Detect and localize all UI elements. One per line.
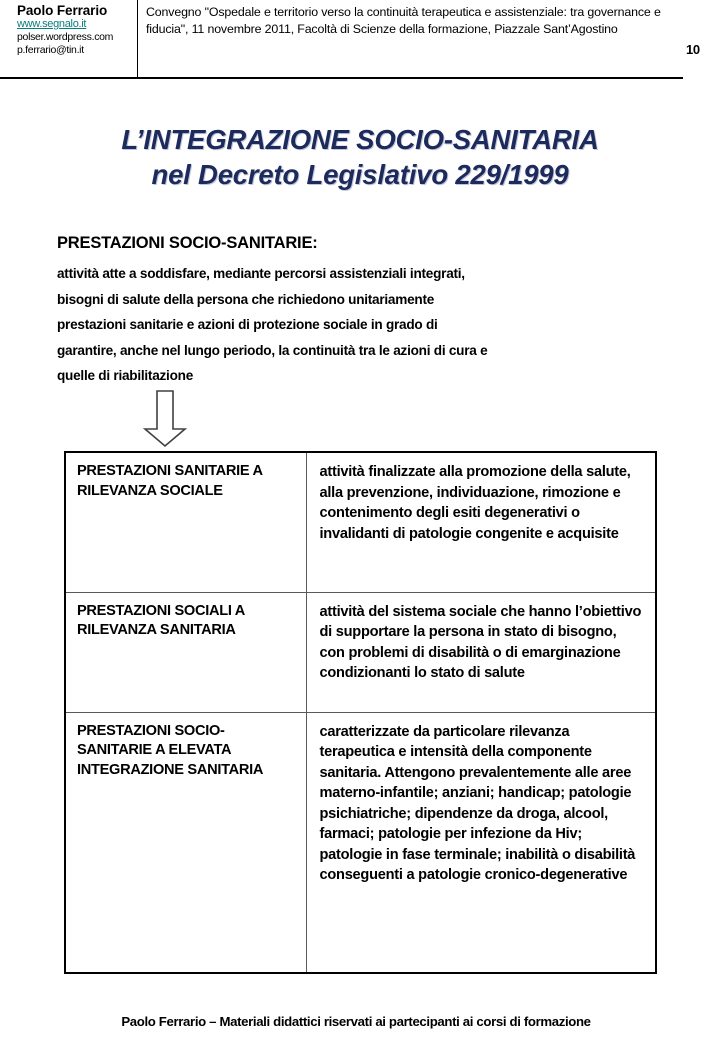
page-title-line-1: L’INTEGRAZIONE SOCIO-SANITARIA <box>121 124 599 155</box>
slide-header <box>0 0 720 80</box>
table-cell-description: caratterizzate da particolare rilevanza terapeutica e intensità della componente sanitaria. Attengono prevalentemente alle aree materno-infantile; anziani; handicap; patologie psichiatriche; dipendenze da droga, alcool, farmaci; patologie per infezione da Hiv; patologie in fase terminale; inabilità o disabilità conseguenti a patologie cronico-degenerative <box>306 712 655 972</box>
intro-block <box>57 232 657 389</box>
header-vertical-divider <box>137 0 138 78</box>
table-row <box>66 453 655 592</box>
event-description: Convegno "Ospedale e territorio verso la continuità terapeutica e assistenziale: tra governance e fiducia", 11 novembre 2011, Facoltà di Scienze della formazione, Piazzale Sant’Agostino <box>146 5 661 36</box>
down-arrow-icon <box>143 390 187 448</box>
intro-line: bisogni di salute della persona che richiedono unitariamente <box>57 291 435 307</box>
page-title <box>0 122 720 192</box>
intro-line: garantire, anche nel lungo periodo, la continuità tra le azioni di cura e <box>57 342 488 358</box>
intro-line: attività atte a soddisfare, mediante percorsi assistenziali integrati, <box>57 266 465 281</box>
page-number: 10 <box>686 42 700 57</box>
page-title-line-2: nel Decreto Legislativo 229/1999 <box>151 159 569 190</box>
table-cell-category: PRESTAZIONI SOCIO-SANITARIE A ELEVATA INTEGRAZIONE SANITARIA <box>66 712 306 972</box>
table-cell-category: PRESTAZIONI SANITARIE A RILEVANZA SOCIALE <box>66 453 306 592</box>
author-blog: polser.wordpress.com <box>17 31 114 43</box>
table-cell-description: attività finalizzate alla promozione della salute, alla prevenzione, individuazione, rimozione e contenimento degli esiti degenerativi o invalidanti di patologie congenite e acquisite <box>319 464 631 542</box>
intro-heading: PRESTAZIONI SOCIO-SANITARIE: <box>57 234 318 252</box>
slide-footer: Paolo Ferrario – Materiali didattici riservati ai partecipanti ai corsi di formazione <box>121 1014 591 1029</box>
intro-line: prestazioni sanitarie e azioni di protezione sociale in grado di <box>57 317 438 332</box>
table-cell-category: PRESTAZIONI SOCIALI A RILEVANZA SANITARIA <box>66 592 306 712</box>
prestazioni-table <box>64 451 657 974</box>
table-row <box>66 712 655 972</box>
table-cell-description: attività del sistema sociale che hanno l’obiettivo di supportare la persona in stato di bisogno, con problemi di disabilità o di emarginazione condizionanti lo stato di salute <box>306 592 655 712</box>
header-horizontal-rule <box>0 77 683 79</box>
author-block <box>17 3 135 56</box>
author-website-link[interactable]: www.segnalo.it <box>17 18 87 30</box>
author-name: Paolo Ferrario <box>17 3 108 18</box>
intro-line: quelle di riabilitazione <box>57 368 194 383</box>
table-row <box>66 592 655 712</box>
author-email: p.ferrario@tin.it <box>17 43 84 56</box>
